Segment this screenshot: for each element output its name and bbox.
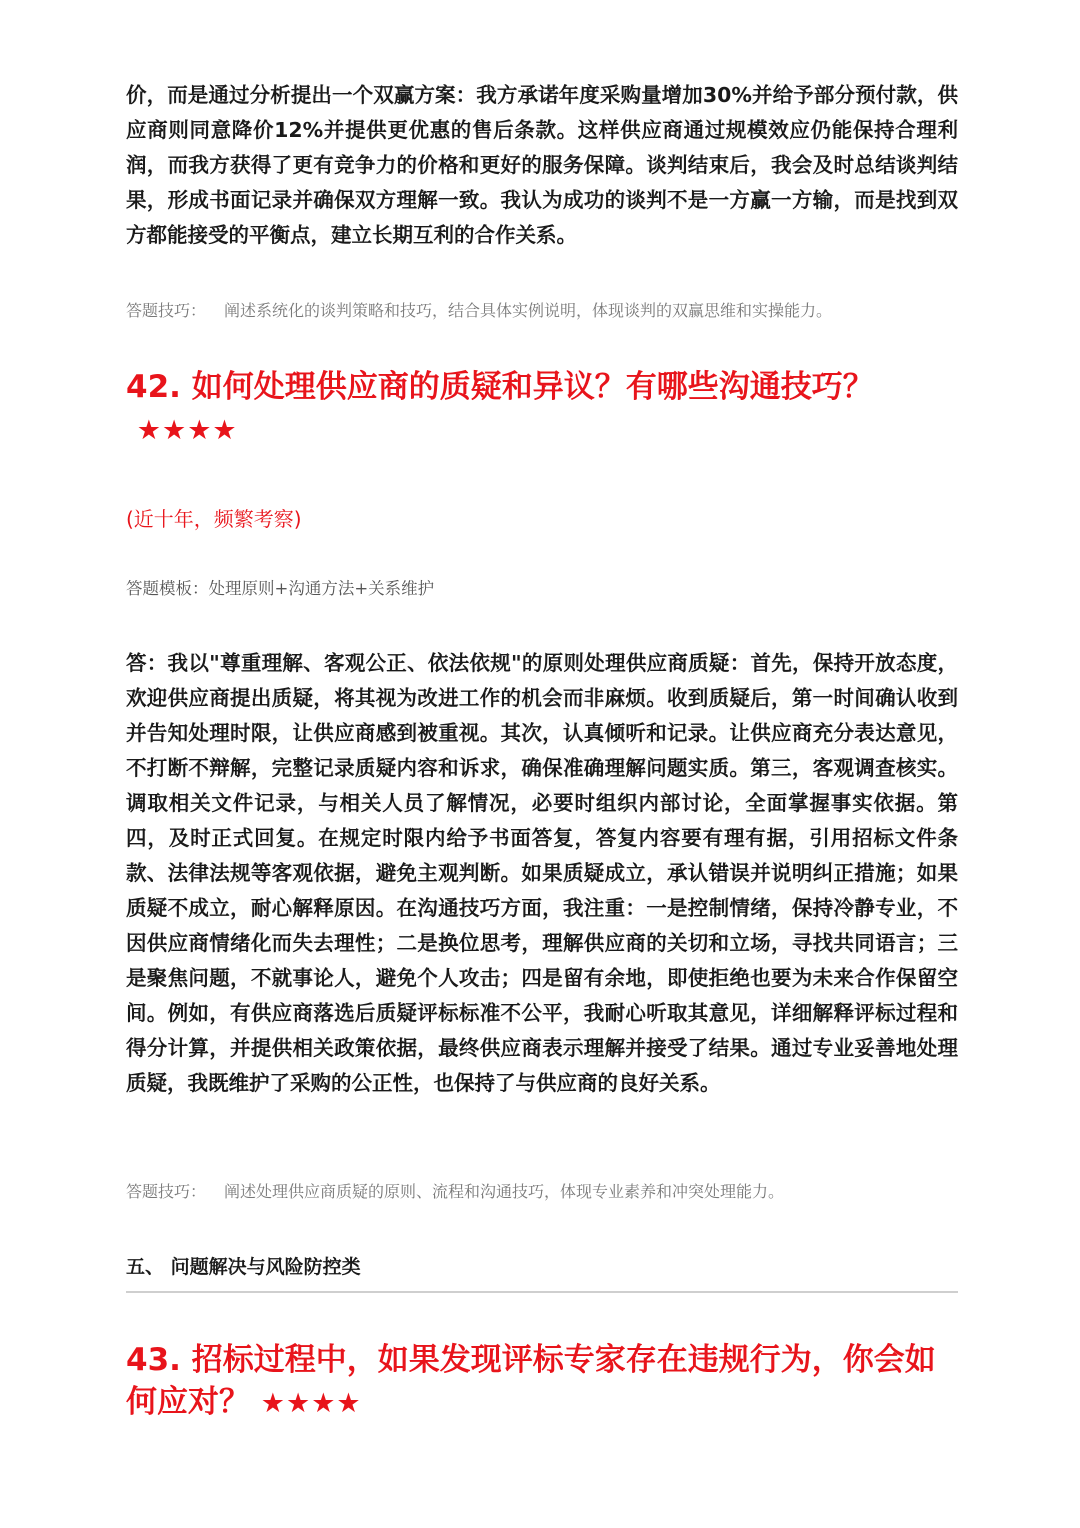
tips-label: 答题技巧： <box>126 1182 207 1201</box>
question-42-tips <box>126 1179 784 1202</box>
section-divider <box>126 1291 958 1293</box>
question-42-template: 答题模板：处理原则+沟通方法+关系维护 <box>126 579 435 598</box>
previous-answer-tips <box>126 298 832 321</box>
section-5-heading: 五、 问题解决与风险防控类 <box>126 1256 361 1278</box>
question-43-title <box>126 1339 958 1425</box>
tips-text: 阐述系统化的谈判策略和技巧，结合具体实例说明，体现谈判的双赢思维和实操能力。 <box>224 301 833 320</box>
question-42-heading <box>126 366 958 452</box>
tips-label: 答题技巧： <box>126 301 207 320</box>
question-43-heading <box>126 1339 958 1425</box>
question-43-title-text: 43. 招标过程中，如果发现评标专家存在违规行为，你会如何应对？ <box>126 1342 936 1420</box>
tips-text: 阐述处理供应商质疑的原则、流程和沟通技巧，体现专业素养和冲突处理能力。 <box>224 1182 785 1201</box>
question-42-stars: ★★★★ <box>136 415 238 446</box>
question-43-stars: ★★★★ <box>260 1388 362 1419</box>
question-42-title-text: 42. 如何处理供应商的质疑和异议？有哪些沟通技巧？ <box>126 369 874 405</box>
question-42-title <box>126 366 958 452</box>
question-42-answer: 答：我以"尊重理解、客观公正、依法依规"的原则处理供应商质疑：首先，保持开放态度，欢迎供应商提出质疑，将其视为改进工作的机会而非麻烦。收到质疑后，第一时间确认收到并告知处理时限，让供应商感到被重视。其次，认真倾听和记录。让供应商充分表达意见，不打断不辩解，完整记录质疑内容和诉求，确保准确理解问题实质。第三，客观调查核实。调取相关文件记录，与相关人员了解情况，必要时组织内部讨论，全面掌握事实依据。第四，及时正式回复。在规定时限内给予书面答复，答复内容要有理有据，引用招标文件条款、法律法规等客观依据，避免主观判断。如果质疑成立，承认错误并说明纠正措施；如果质疑不成立，耐心解释原因。在沟通技巧方面，我注重：一是控制情绪，保持冷静专业，不因供应商情绪化而失去理性；二是换位思考，理解供应商的关切和立场，寻找共同语言；三是聚焦问题，不就事论人，避免个人攻击；四是留有余地，即使拒绝也要为未来合作保留空间。例如，有供应商落选后质疑评标标准不公平，我耐心听取其意见，详细解释评标过程和得分计算，并提供相关政策依据，最终供应商表示理解并接受了结果。通过专业妥善地处理质疑，我既维护了采购的公正性，也保持了与供应商的良好关系。 <box>126 651 958 1095</box>
previous-answer-text: 价，而是通过分析提出一个双赢方案：我方承诺年度采购量增加30%并给予部分预付款，供应商则同意降价12%并提供更优惠的售后条款。这样供应商通过规模效应仍能保持合理利润，而我方获得了更有竞争力的价格和更好的服务保障。谈判结束后，我会及时总结谈判结果，形成书面记录并确保双方理解一致。我认为成功的谈判不是一方赢一方输，而是找到双方都能接受的平衡点，建立长期互利的合作关系。 <box>126 83 958 247</box>
question-42-frequency: (近十年，频繁考察) <box>126 507 302 531</box>
